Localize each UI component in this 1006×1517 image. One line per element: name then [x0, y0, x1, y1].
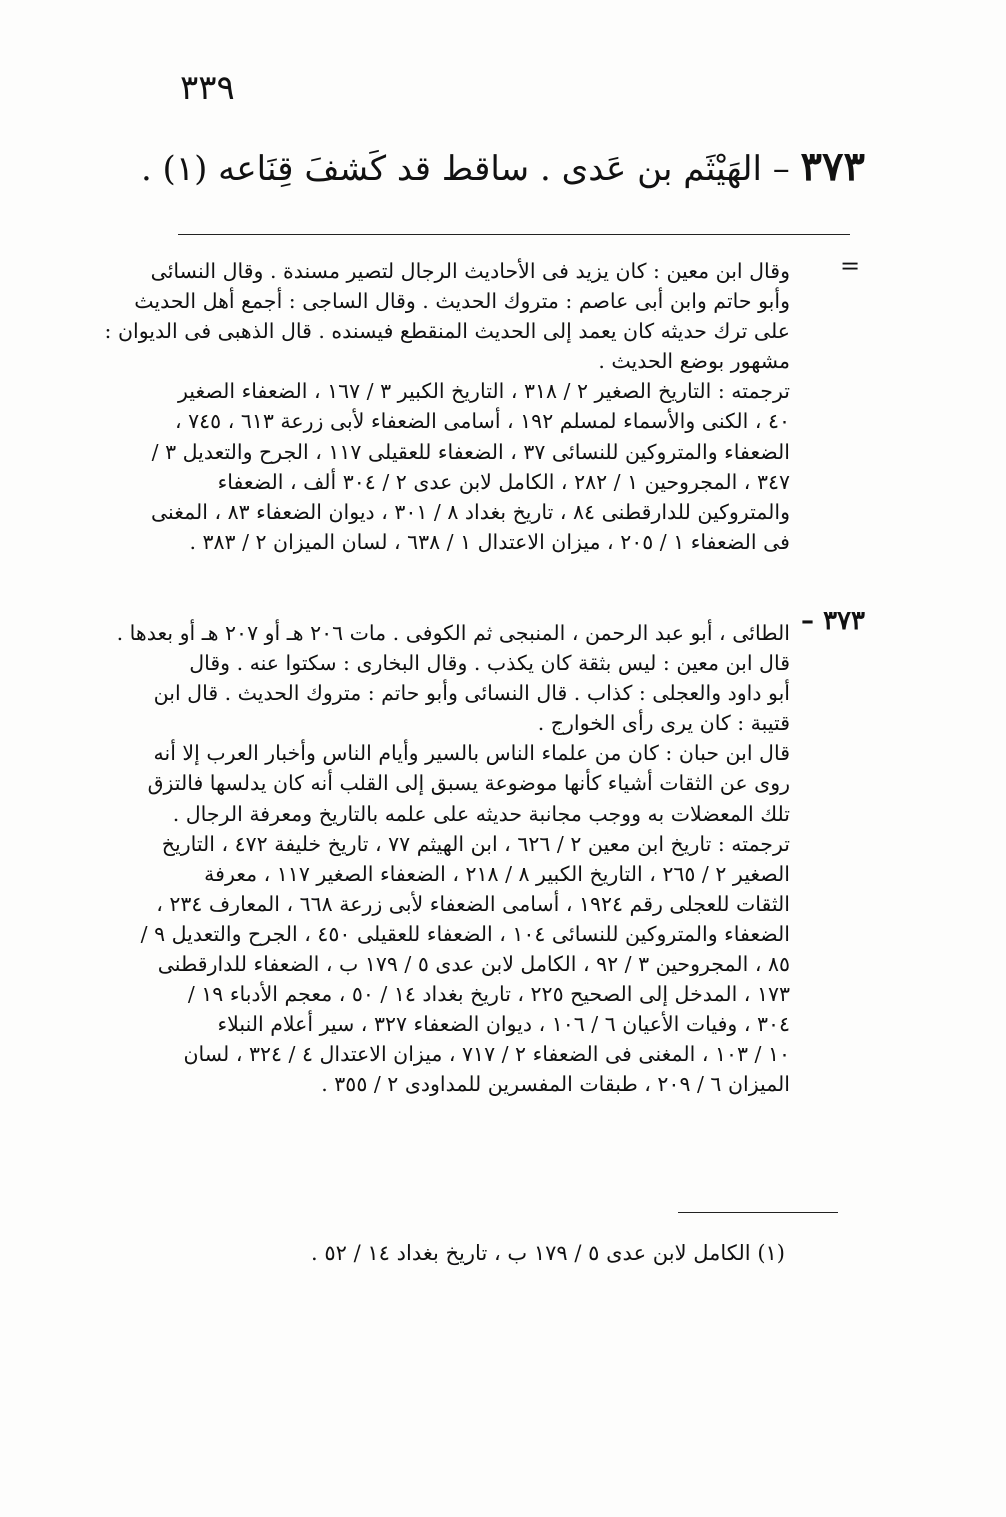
text-line: وقال ابن معين : كان يزيد فى الأحاديث الرجال لتصير مسندة . وقال النسائى: [150, 259, 790, 283]
note-entry: [116, 618, 790, 1100]
text-line: قال ابن معين : ليس بثقة كان يكذب . وقال البخارى : سكتوا عنه . وقال: [189, 651, 790, 676]
text-line: ١٠ / ١٠٣ ، المغنى فى الضعفاء ٢ / ٧١٧ ، ميزان الاعتدال ٤ / ٣٢٤ ، لسان: [183, 1042, 790, 1067]
text-line: روى عن الثقات أشياء كأنها موضوعة يسبق إلى القلب أنه كان يدلسها فالتزق: [147, 771, 790, 796]
text-line: ٣٤٧ ، المجروحين ١ / ٢٨٢ ، الكامل لابن عدى ٢ / ٣٠٤ ألف ، الضعفاء: [217, 469, 790, 494]
text-line: الميزان ٦ / ٢٠٩ ، طبقات المفسرين للمداودى ٢ / ٣٥٥ .: [321, 1072, 790, 1097]
text-line: ٤٠ ، الكنى والأسماء لمسلم ١٩٢ ، أسامى الضعفاء لأبى زرعة ٦١٣ ، ٧٤٥ ،: [175, 409, 790, 434]
main-entry-text: – الهَيْثَم بن عَدى . ساقط قد كَشفَ قِنَاعه (١) .: [140, 149, 790, 189]
text-line: الثقات للعجلى رقم ١٩٢٤ ، أسامى الضعفاء لأبى زرعة ٦٦٨ ، المعارف ٢٣٤ ،: [156, 891, 790, 916]
text-line: الصغير ٢ / ٢٦٥ ، التاريخ الكبير ٨ / ٢١٨ ، الضعفاء الصغير ١١٧ ، معرفة: [204, 861, 790, 886]
footnote-rule: [678, 1212, 838, 1213]
text-line: ٣٠٤ ، وفيات الأعيان ٦ / ١٠٦ ، ديوان الضعفاء ٣٢٧ ، سير أعلام النبلاء: [217, 1012, 790, 1037]
text-line: الضعفاء والمتروكين للنسائى ٣٧ ، الضعفاء للعقيلى ١١٧ ، الجرح والتعديل ٣ /: [151, 439, 790, 464]
text-line: قال ابن حبان : كان من علماء الناس بالسير وأيام الناس وأخبار العرب إلا أنه: [153, 741, 790, 766]
text-line: ترجمته : التاريخ الصغير ٢ / ٣١٨ ، التاريخ الكبير ٣ / ١٦٧ ، الضعفاء الصغير: [177, 379, 790, 404]
text-line: قتيبة : كان يرى رأى الخوارج .: [537, 711, 790, 736]
footnote: (١) الكامل لابن عدى ٥ / ١٧٩ ب ، تاريخ بغداد ١٤ / ٥٢ .: [311, 1241, 785, 1265]
text-line: على ترك حديثه كان يعمد إلى الحديث المنقطع فيسنده . قال الذهبى فى الديوان :: [104, 319, 790, 344]
page-number: ٣٣٩: [180, 68, 235, 108]
text-line: ١٧٣ ، المدخل إلى الصحيح ٢٢٥ ، تاريخ بغداد ١٤ / ٥٠ ، معجم الأدباء ١٩ /: [187, 982, 790, 1007]
text-line: والمتروكين للدارقطنى ٨٤ ، تاريخ بغداد ٨ / ٣٠١ ، ديوان الضعفاء ٨٣ ، المغنى: [150, 499, 790, 524]
header-rule: [178, 234, 850, 235]
note-entry-number: ٣٧٣ –: [801, 606, 865, 636]
main-entry: [140, 140, 865, 200]
text-line: أبو داود والعجلى : كذاب . قال النسائى وأبو حاتم : متروك الحديث . قال ابن: [153, 681, 790, 706]
text-line: الضعفاء والمتروكين للنسائى ١٠٤ ، الضعفاء للعقيلى ٤٥٠ ، الجرح والتعديل ٩ /: [140, 921, 790, 946]
text-line: مشهور بوضع الحديث .: [598, 349, 790, 374]
text-line: تلك المعضلات به ووجب مجانبة حديثه على علمه بالتاريخ ومعرفة الرجال .: [172, 801, 790, 826]
text-line: ترجمته : تاريخ ابن معين ٢ / ٦٢٦ ، ابن الهيثم ٧٧ ، تاريخ خليفة ٤٧٢ ، التاريخ: [161, 831, 790, 856]
text-line: وأبو حاتم وابن أبى عاصم : متروك الحديث . وقال الساجى : أجمع أهل الحديث: [134, 289, 790, 314]
note-continuation: [104, 256, 790, 557]
main-entry-number: ٣٧٣: [800, 143, 865, 190]
continuation-mark: =: [840, 252, 861, 280]
text-line: فى الضعفاء ١ / ٢٠٥ ، ميزان الاعتدال ١ / ٦٣٨ ، لسان الميزان ٢ / ٣٨٣ .: [189, 529, 790, 554]
text-line: ٨٥ ، المجروحين ٣ / ٩٢ ، الكامل لابن عدى ٥ / ١٧٩ ب ، الضعفاء للدارقطنى: [157, 952, 790, 977]
text-line: الطائى ، أبو عبد الرحمن ، المنبجى ثم الكوفى . مات ٢٠٦ هـ أو ٢٠٧ هـ أو بعدها .: [116, 621, 790, 645]
